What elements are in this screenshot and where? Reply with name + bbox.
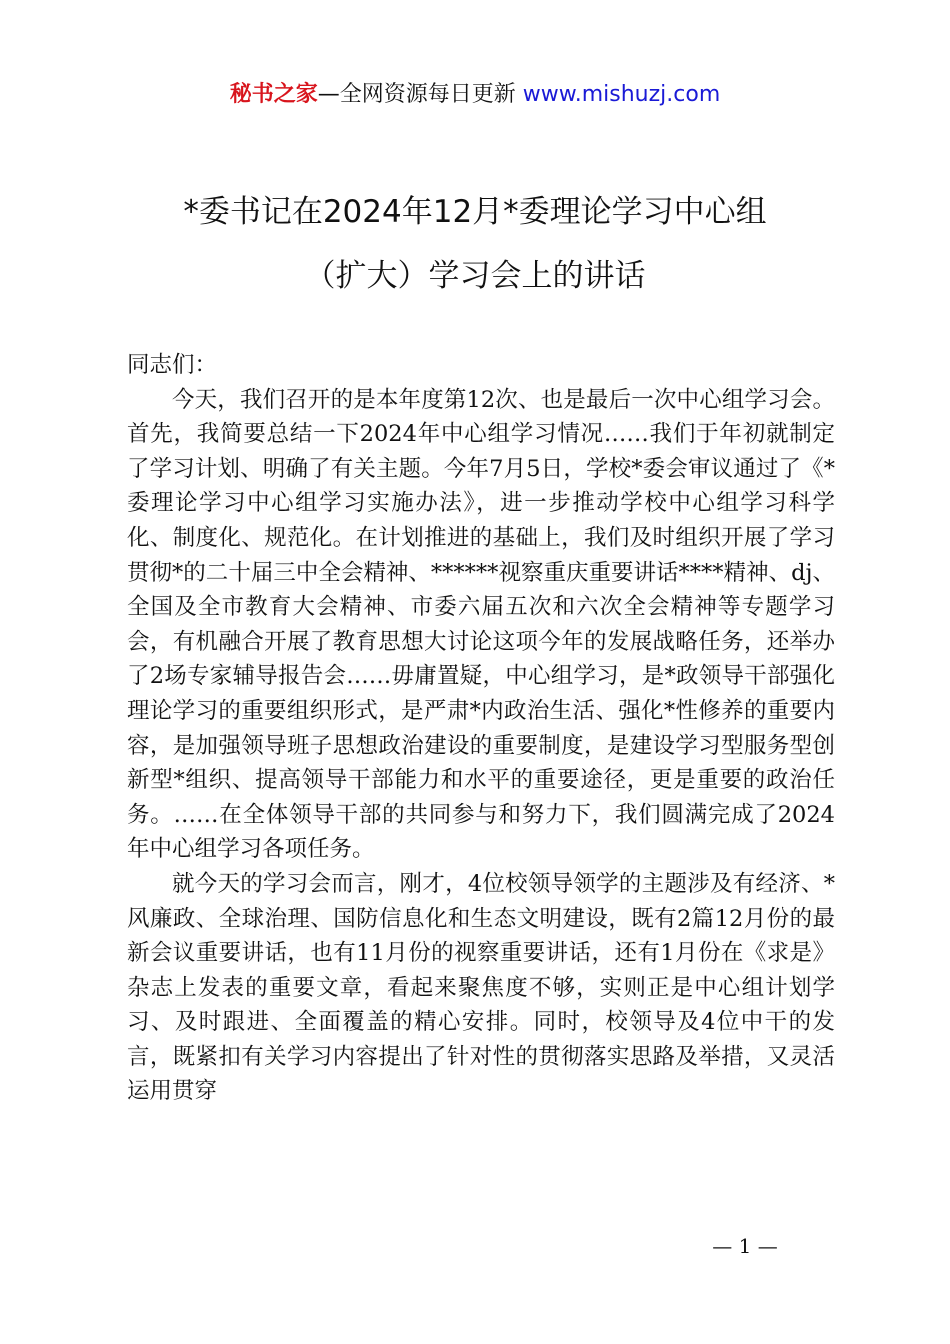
document-title-line-2: （扩大）学习会上的讲话 bbox=[304, 258, 646, 294]
document-title bbox=[60, 180, 890, 308]
site-banner bbox=[0, 78, 950, 112]
body-paragraph-2: 就今天的学习会而言，刚才，4位校领导领学的主题涉及有经济、*风廉政、全球治理、国防信息化和生态文明建设，既有2篇12月份的最新会议重要讲话，也有11月份的视察重要讲话，还有1月份在《求是》杂志上发表的重要文章，看起来聚焦度不够，实则正是中心组计划学习、及时跟进、全面覆盖的精心安排。同时，校领导及4位中干的发言，既紧扣有关学习内容提出了针对性的贯彻落实思路及举措，又灵活运用贯穿 bbox=[127, 870, 835, 1105]
site-brand: 秘书之家 bbox=[229, 82, 318, 107]
site-tagline: —全网资源每日更新 bbox=[317, 82, 516, 107]
greeting: 同志们： bbox=[127, 352, 218, 378]
document-title-line-1: *委书记在2024年12月*委理论学习中心组 bbox=[183, 194, 767, 230]
body-paragraph-1: 今天，我们召开的是本年度第12次、也是最后一次中心组学习会。首先，我简要总结一下2024年中心组学习情况……我们于年初就制定了学习计划、明确了有关主题。今年7月5日，学校*委会审议通过了《*委理论学习中心组学习实施办法》，进一步推动学校中心组学习科学化、制度化、规范化。在计划推进的基础上，我们及时组织开展了学习贯彻*的二十届三中全会精神、******视察重庆重要讲话****精神、dj、全国及全市教育大会精神、市委六届五次和六次全会精神等专题学习会，有机融合开展了教育思想大讨论这项今年的发展战略任务，还举办了2场专家辅导报告会……毋庸置疑，中心组学习，是*政领导干部强化理论学习的重要组织形式，是严肃*内政治生活、强化*性修养的重要内容，是加强领导班子思想政治建设的重要制度，是建设学习型服务型创新型*组织、提高领导干部能力和水平的重要途径，更是重要的政治任务。……在全体领导干部的共同参与和努力下，我们圆满完成了2024年中心组学习各项任务。 bbox=[127, 386, 835, 863]
page-number: — 1 — bbox=[712, 1234, 778, 1258]
site-url-link[interactable]: www.mishuzj.com bbox=[522, 82, 721, 107]
document-body bbox=[127, 348, 835, 1109]
